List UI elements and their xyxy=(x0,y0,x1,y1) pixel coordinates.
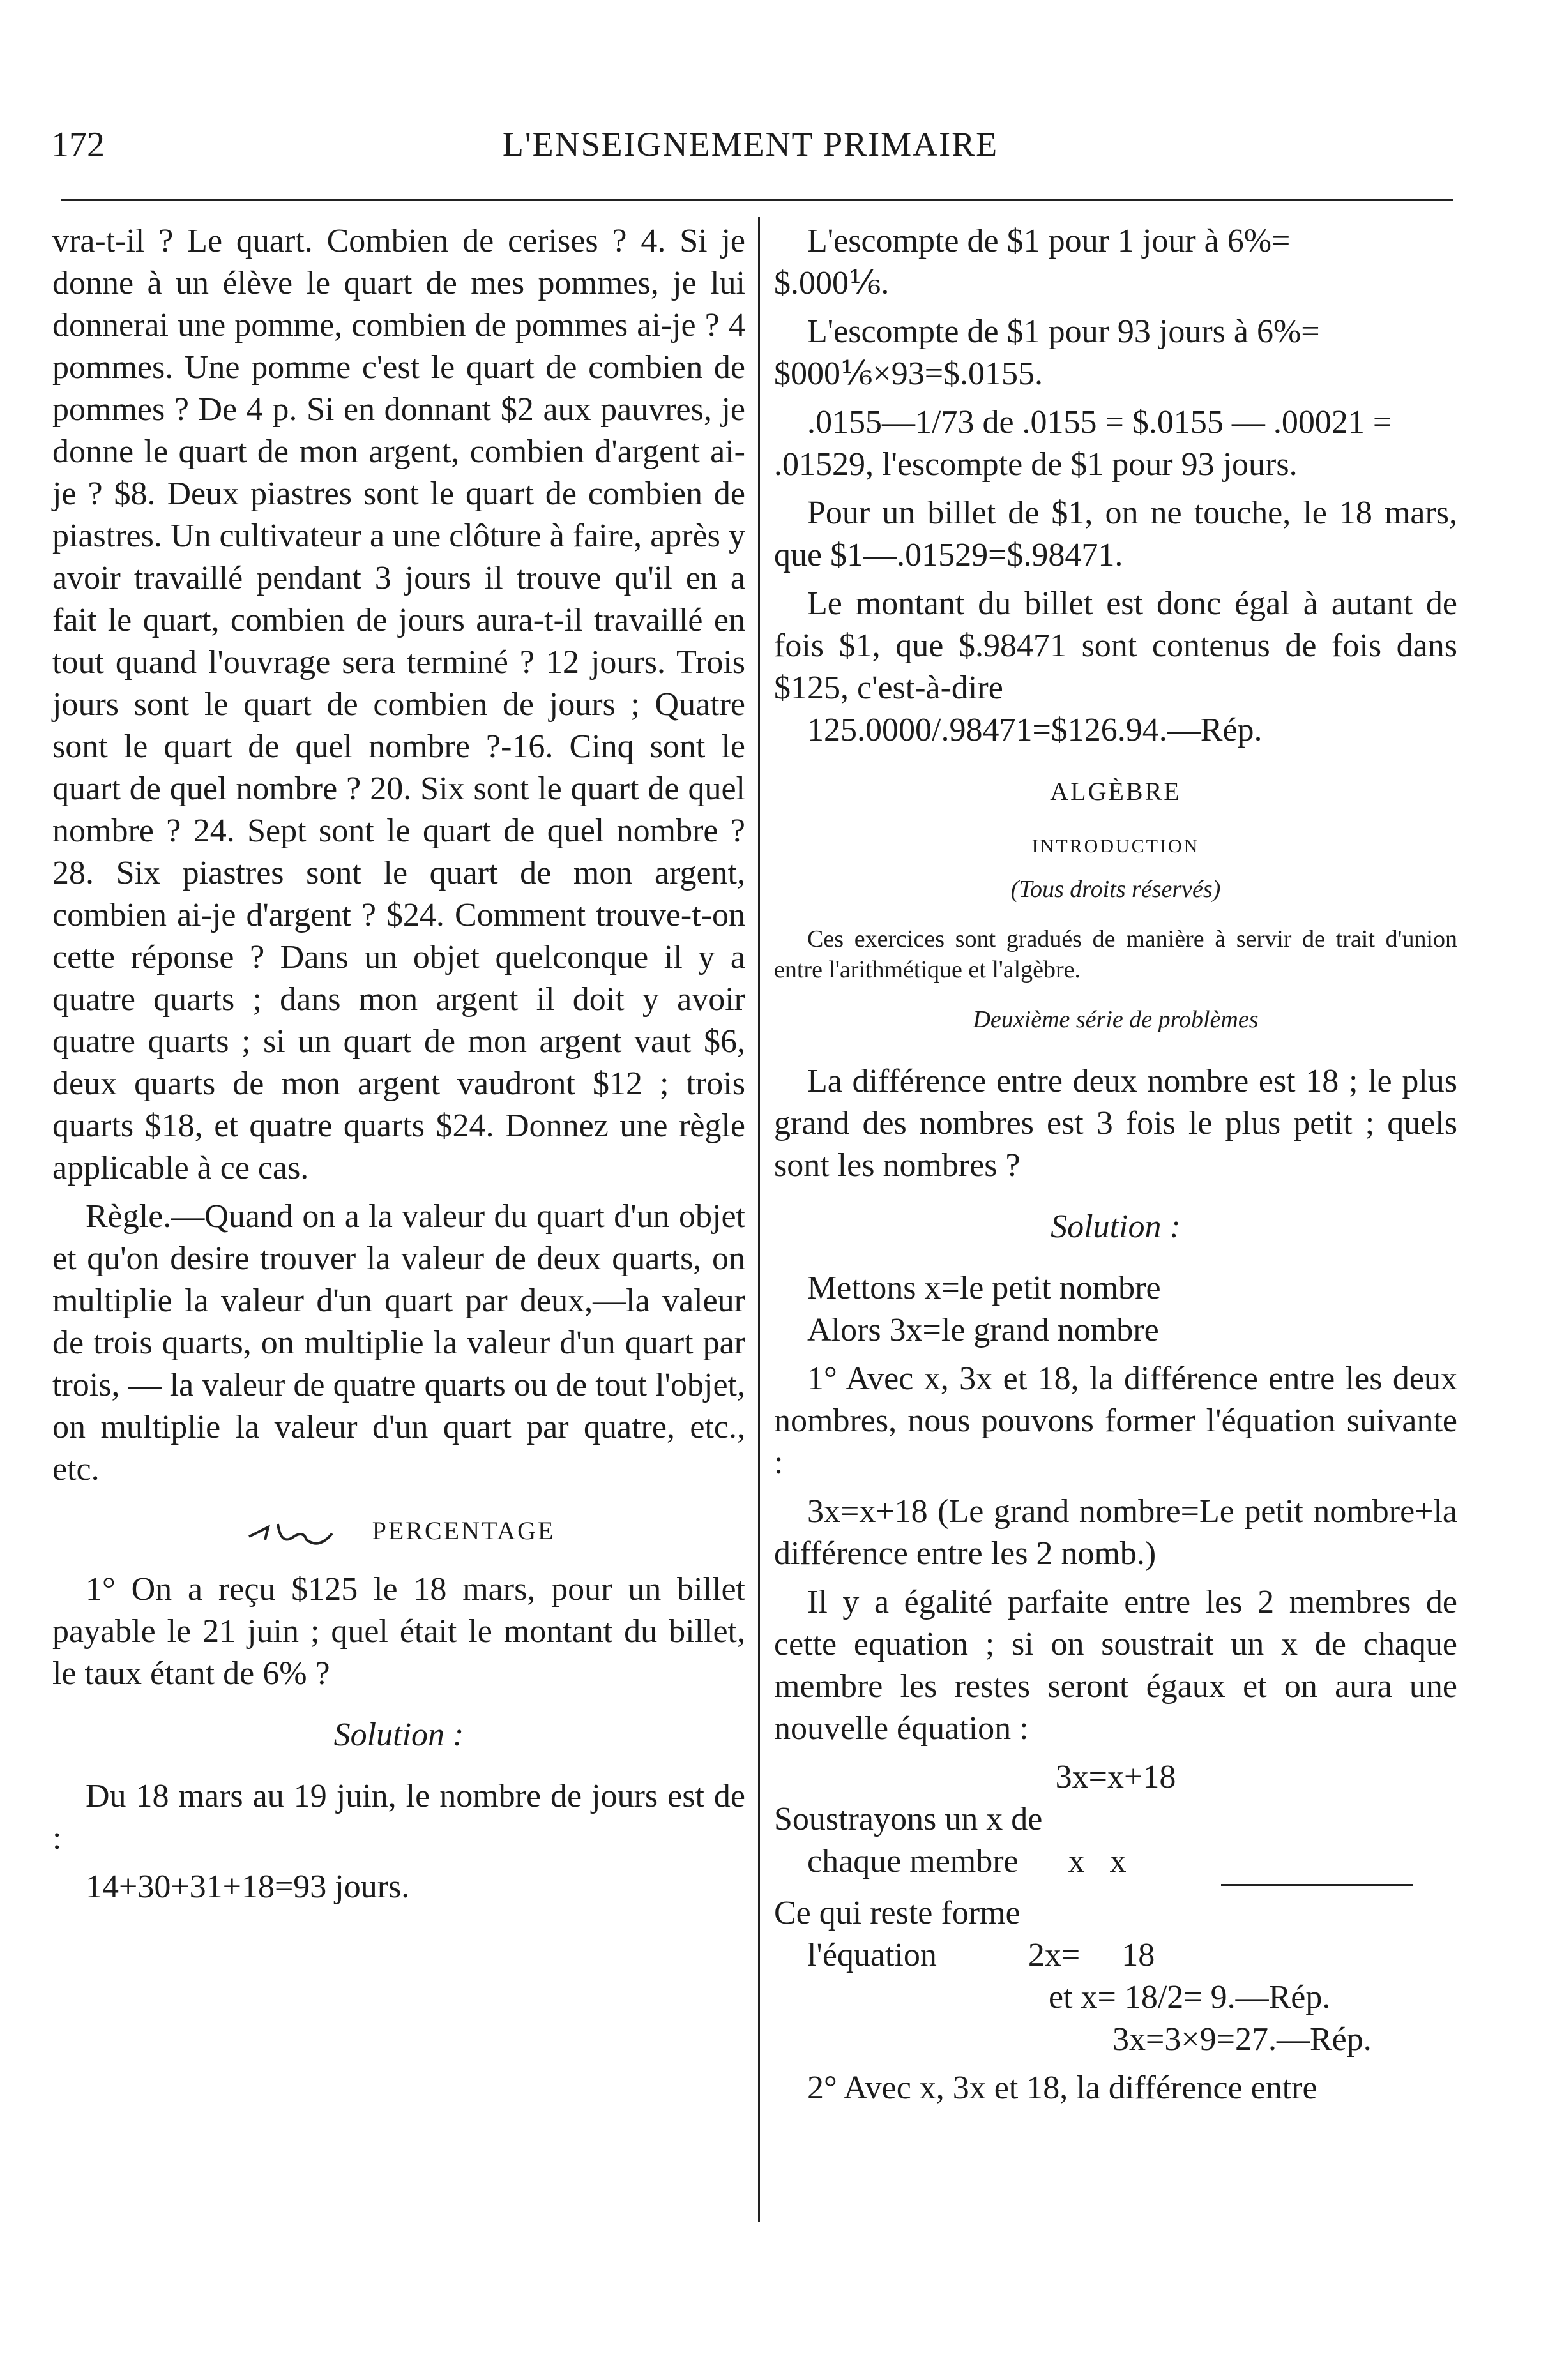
subtitle: INTRODUCTION xyxy=(1031,836,1200,857)
solution-heading: Solution : xyxy=(1051,1209,1181,1245)
column-divider xyxy=(758,217,760,2222)
line: chaque membre x x xyxy=(807,1843,1127,1879)
section-title-percentage: PERCENTAGE xyxy=(52,1510,745,1556)
line: L'escompte de $1 pour 1 jour à 6%= xyxy=(807,223,1291,259)
left-column xyxy=(52,220,745,1915)
paragraph: Pour un billet de $1, on ne touche, le 18 mars, que $1—.01529=$.98471. xyxy=(774,495,1457,573)
equation: 14+30+31+18=93 jours. xyxy=(86,1868,410,1905)
problem-statement: 1° On a reçu $125 le 18 mars, pour un billet payable le 21 juin ; quel était le montant du billet, le taux étant de 6% ? xyxy=(52,1570,745,1692)
paragraph: 2° Avec x, 3x et 18, la différence entre xyxy=(807,2070,1317,2106)
rights-note: (Tous droits réservés) xyxy=(1010,876,1221,903)
paragraph: Il y a égalité parfaite entre les 2 membres de cette equation ; si on soustrait un x de chaque membre les restes seront égaux et on aura une nouvelle équation : xyxy=(774,1584,1457,1747)
rule-paragraph: Règle.—Quand on a la valeur du quart d'un objet et qu'on desire trouver la valeur de deux quarts, on multiplie la valeur d'un quart par deux,—la valeur de trois quarts, on multiplie la valeur d'un quart par trois, — la valeur de quatre quarts ou de tout l'objet, on multiplie la valeur d'un quart par quatre, etc., etc. xyxy=(52,1198,745,1488)
line: $.000⅙. xyxy=(774,265,890,301)
paragraph: Le montant du billet est donc égal à autant de fois $1, que $.98471 sont contenus de fois dans $125, c'est-à-dire xyxy=(774,585,1457,706)
line: Alors 3x=le grand nombre xyxy=(807,1312,1159,1348)
handwritten-mark xyxy=(243,1511,345,1556)
running-title: L'ENSEIGNEMENT PRIMAIRE xyxy=(502,125,999,163)
header-rule xyxy=(61,199,1453,201)
solution-heading: Solution : xyxy=(333,1716,464,1753)
line: .01529, l'escompte de $1 pour 93 jours. xyxy=(774,446,1298,483)
line: et x= 18/2= 9.—Rép. xyxy=(1049,1979,1331,2015)
subtraction-rule xyxy=(1221,1884,1413,1886)
page-header xyxy=(45,124,1456,169)
paragraph: 1° Avec x, 3x et 18, la différence entre les deux nombres, nous pouvons former l'équation suivante : xyxy=(774,1360,1457,1481)
line: .0155—1/73 de .0155 = $.0155 — .00021 = xyxy=(807,404,1392,441)
line: Mettons x=le petit nombre xyxy=(807,1270,1161,1306)
section-title-algebre: ALGÈBRE xyxy=(1050,777,1181,806)
equation: 125.0000/.98471=$126.94.—Rép. xyxy=(807,712,1263,748)
right-column xyxy=(774,220,1457,2116)
series-title: Deuxième série de problèmes xyxy=(973,1006,1259,1033)
paragraph: Du 18 mars au 19 juin, le nombre de jours est de : xyxy=(52,1777,745,1857)
line: l'équation 2x= 18 xyxy=(807,1937,1155,1973)
page-number: 172 xyxy=(51,125,105,165)
line: Soustrayons un x de xyxy=(774,1801,1043,1837)
line: $000⅙×93=$.0155. xyxy=(774,356,1043,392)
line: Ce qui reste forme xyxy=(774,1895,1021,1931)
paragraph: vra-t-il ? Le quart. Combien de cerises ? 4. Si je donne à un élève le quart de mes pommes, je lui donnerai une pomme, combien de pommes ai-je ? 4 pommes. Une pomme c'est le quart de combien de pommes ? De 4 p. Si en donnant $2 aux pauvres, je donne le quart de mon argent, combien d'argent ai-je ? $8. Deux piastres sont le quart de combien de piastres. Un cultivateur a une clôture à faire, après y avoir travaillé pendant 3 jours il trouve qu'il en a fait le quart, combien de jours aura-t-il travaillé en tout quand l'ouvrage sera terminé ? 12 jours. Trois jours sont le quart de combien de jours ; Quatre sont le quart de quel nombre ?-16. Cinq sont le quart de quel nombre ? 20. Six sont le quart de quel nombre ? 24. Sept sont le quart de quel nombre ? 28. Six piastres sont le quart de mon argent, combien ai-je d'argent ? $24. Comment trouve-t-on cette réponse ? Dans un objet quelconque il y a quatre quarts ; dans mon argent il doit y avoir quatre quarts ; si un quart de mon argent vaut $6, deux quarts de mon argent vaudront $12 ; trois quarts $18, et quatre quarts $24. Donnez une règle applicable à ce cas. xyxy=(52,223,745,1186)
equation: 3x=x+18 xyxy=(1055,1759,1176,1795)
line: 3x=3×9=27.—Rép. xyxy=(1112,2021,1372,2058)
line: L'escompte de $1 pour 93 jours à 6%= xyxy=(807,313,1320,350)
problem-statement: La différence entre deux nombre est 18 ; le plus grand des nombres est 3 fois le plus petit ; quels sont les nombres ? xyxy=(774,1063,1457,1184)
paragraph: 3x=x+18 (Le grand nombre=Le petit nombre+la différence entre les 2 nomb.) xyxy=(774,1493,1457,1572)
intro-note: Ces exercices sont gradués de manière à servir de trait d'union entre l'arithmétique et l'algèbre. xyxy=(774,926,1457,983)
